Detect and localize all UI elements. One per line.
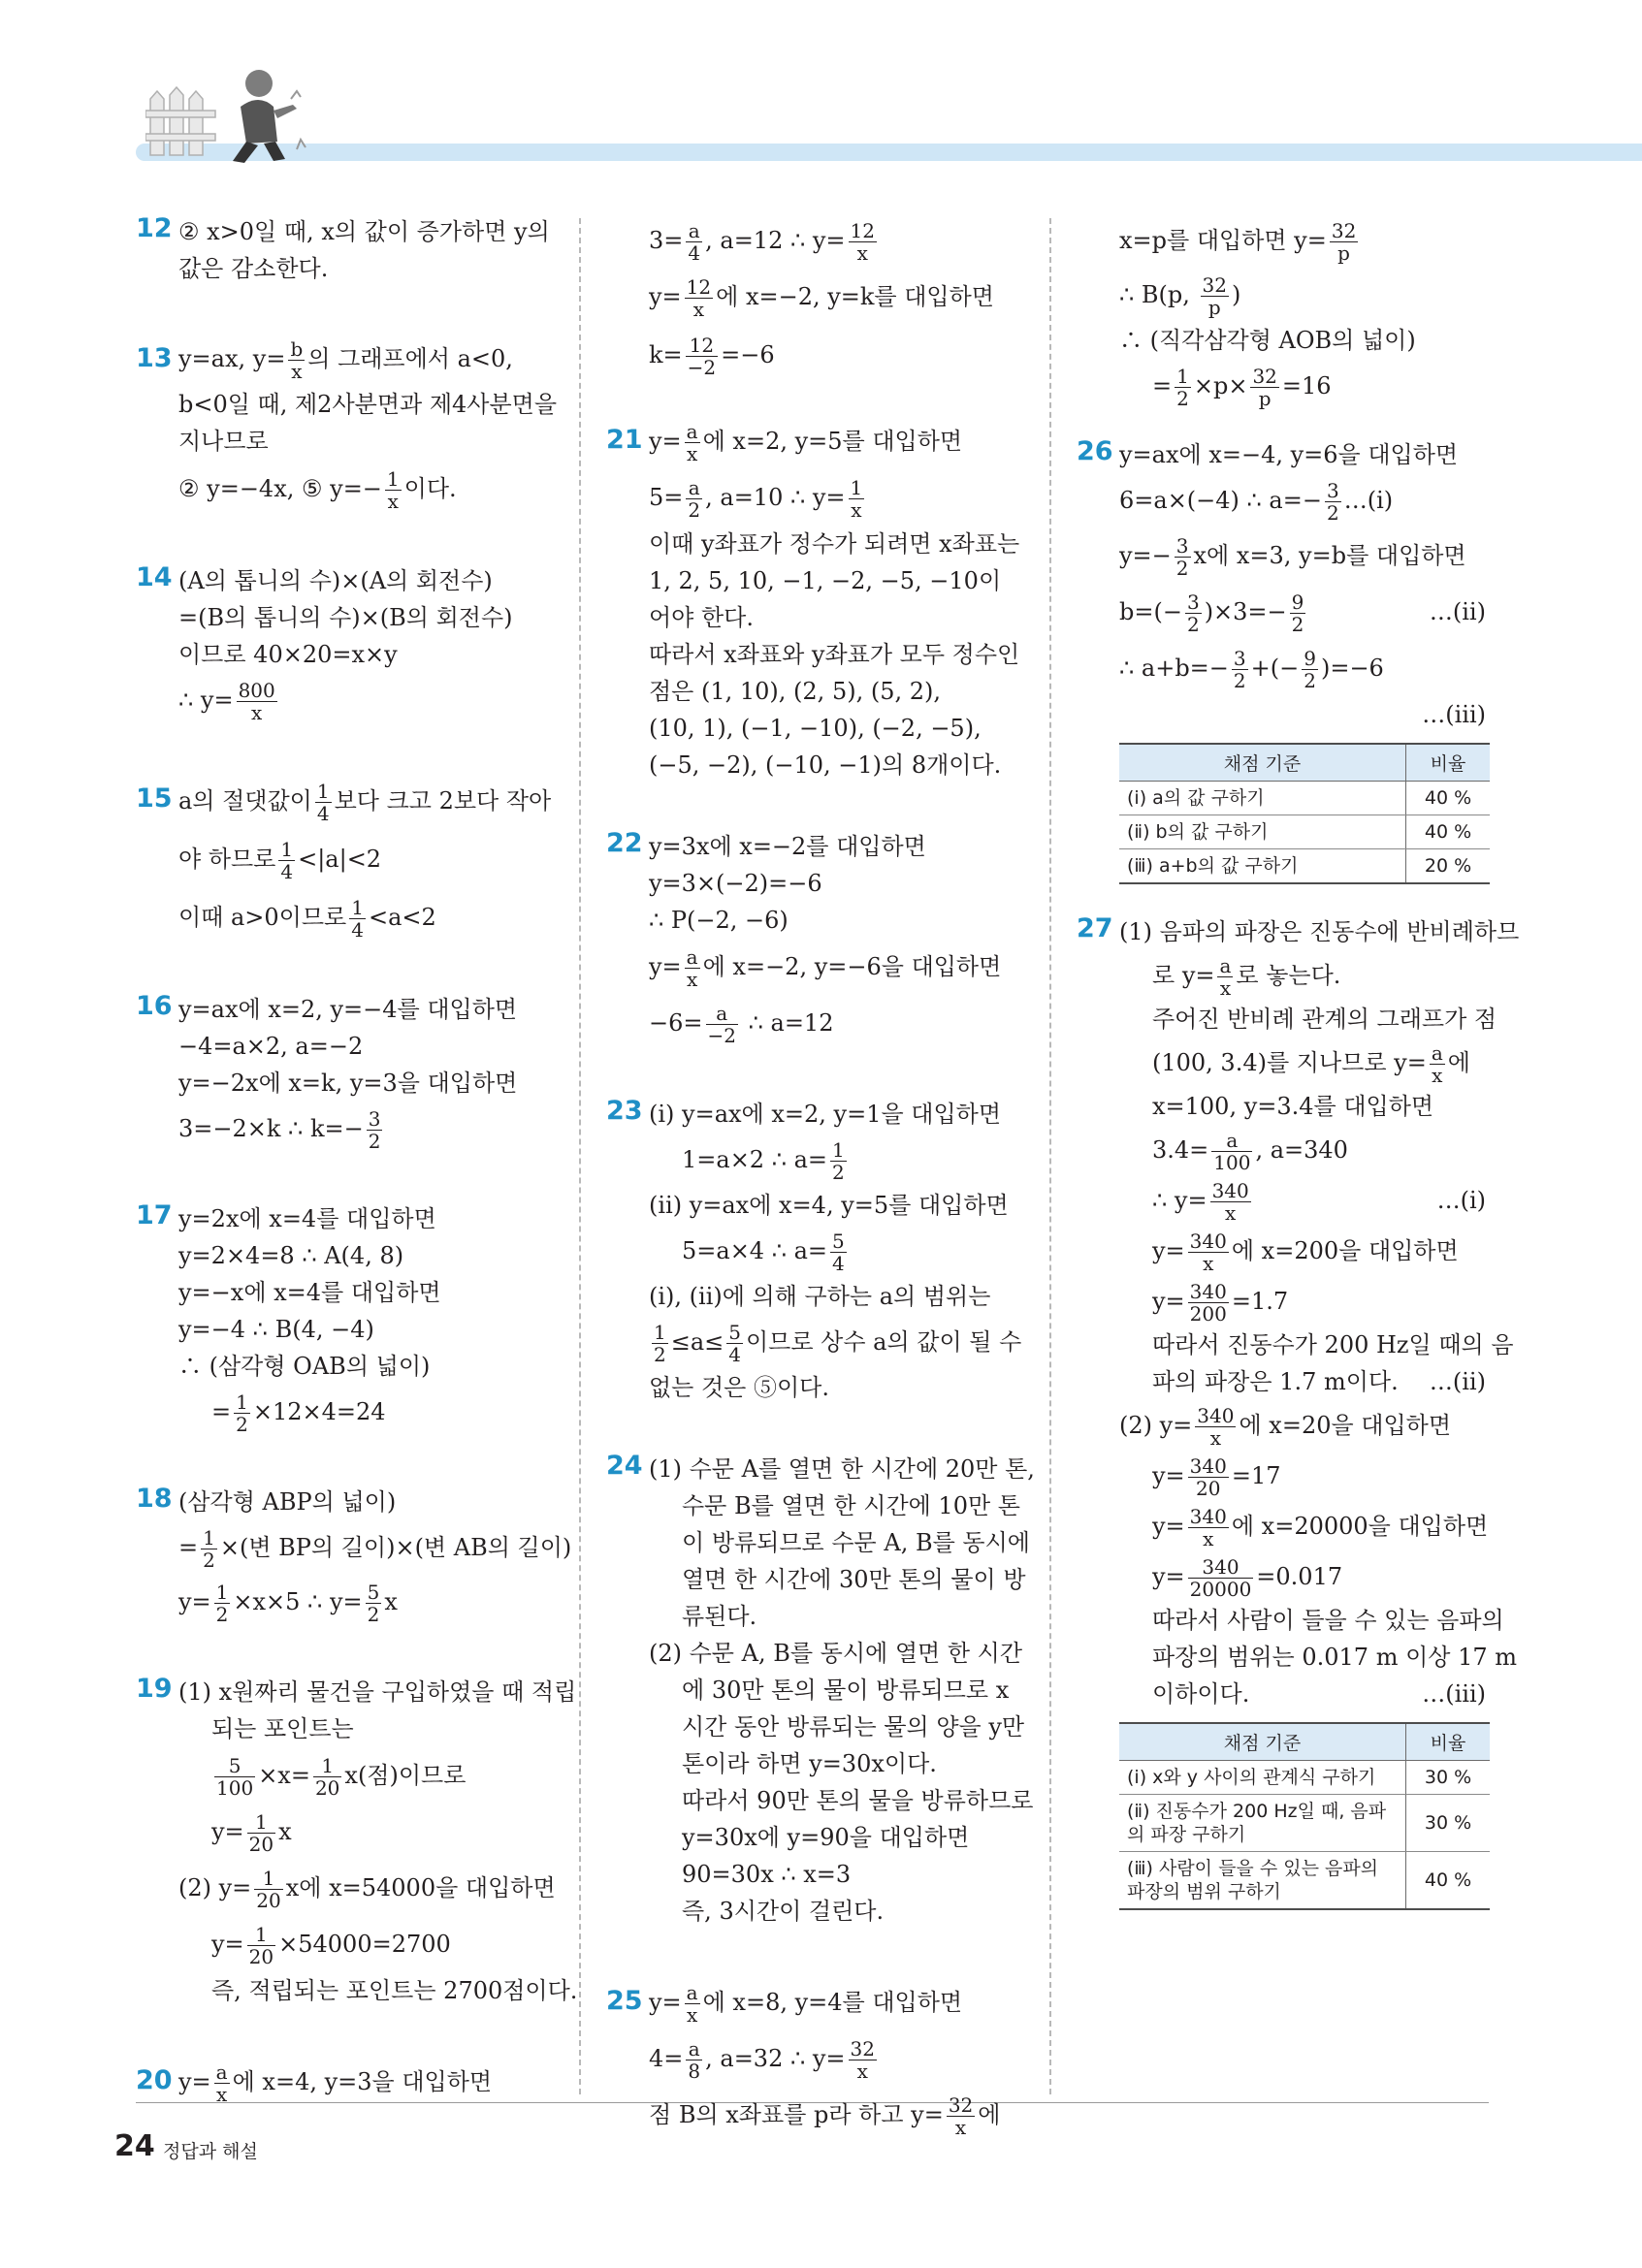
text: b=(−: [1119, 598, 1182, 625]
fraction: $\frac{a}{2}$: [688, 476, 701, 522]
text: x에 x=54000을 대입하면: [285, 1874, 556, 1901]
text: =: [211, 1398, 232, 1425]
solution-line: (1) 수문 A를 열면 한 시간에 20만 톤,: [649, 1455, 1035, 1483]
text: =: [1152, 372, 1173, 399]
text: 보다 크고 2보다 작아: [334, 787, 552, 815]
table-row: (ⅱ) b의 값 구하기 40 %: [1119, 815, 1490, 849]
fraction: $\frac{32}{p}$: [1331, 219, 1357, 265]
fraction: $\frac{12}{-2}$: [687, 334, 717, 379]
fraction: $\frac{1}{2}$: [654, 1321, 666, 1366]
fraction: $\frac{32}{p}$: [1202, 273, 1227, 319]
text: 3=: [649, 227, 684, 254]
fraction: $\frac{1}{2}$: [236, 1390, 248, 1436]
fraction: $\frac{800}{x}$: [238, 679, 275, 724]
text: 4=: [649, 2045, 684, 2072]
text: −6=: [649, 1009, 703, 1037]
text: y=: [649, 1989, 682, 2016]
fraction: $\frac{b}{x}$: [290, 337, 304, 383]
fraction: $\frac{340}{x}$: [1189, 1505, 1227, 1550]
text: 6=a×(−4) ∴ a=−: [1119, 487, 1322, 514]
solution-line: y=2x에 x=4를 대입하면: [178, 1205, 436, 1232]
fraction: $\frac{a}{-2}$: [707, 1002, 736, 1047]
fraction: $\frac{32}{x}$: [850, 2037, 875, 2083]
text: 에 x=−2, y=−6을 대입하면: [702, 953, 1002, 980]
fraction: $\frac{5}{2}$: [367, 1581, 380, 1626]
table-row: (ⅲ) a+b의 값 구하기 20 %: [1119, 849, 1490, 884]
fraction: $\frac{1}{20}$: [248, 1923, 274, 1968]
problem-18: [136, 1484, 572, 1629]
text: +(−: [1250, 655, 1300, 682]
text: ×(변 BP의 길이)×(변 AB의 길이): [219, 1534, 572, 1561]
problem-25-continued: [1077, 213, 1494, 413]
fraction: $\frac{12}{x}$: [686, 275, 712, 321]
solution-line: 파장의 범위는 0.017 m 이상 17 m: [1152, 1644, 1518, 1671]
table-header: 채점 기준: [1119, 744, 1406, 782]
problem-number: 15: [136, 783, 173, 814]
solution-line: (ⅰ), (ⅱ)에 의해 구하는 a의 범위는: [649, 1283, 991, 1310]
solution-line: 즉, 적립되는 포인트는 2700점이다.: [211, 1977, 578, 2004]
text: k=: [649, 341, 683, 368]
solution-line: 이 방류되므로 수문 A, B를 동시에: [682, 1529, 1030, 1556]
problem-16: [136, 991, 553, 1156]
text: ∴ a+b=−: [1119, 655, 1229, 682]
table-row: (ⅰ) a의 값 구하기 40 %: [1119, 782, 1490, 815]
text: x=p를 대입하면 y=: [1119, 227, 1327, 254]
solution-line: 따라서 x좌표와 y좌표가 모두 정수인: [649, 641, 1020, 668]
text: y=: [649, 953, 682, 980]
solution-line: −4=a×2, a=−2: [178, 1033, 364, 1060]
fraction: $\frac{1}{2}$: [832, 1138, 845, 1184]
text: 이하이다.: [1152, 1680, 1250, 1708]
solution-line: (10, 1), (−1, −10), (−2, −5),: [649, 715, 982, 742]
fraction: $\frac{1}{2}$: [1176, 365, 1189, 410]
fraction: $\frac{a}{x}$: [215, 2060, 228, 2106]
problem-12: [136, 213, 553, 287]
text: y=: [1152, 1237, 1185, 1264]
solution-line: 에 30만 톤의 물이 방류되므로 x: [682, 1677, 1010, 1704]
solution-line: ∴ P(−2, −6): [649, 907, 789, 934]
text: y=: [211, 1818, 244, 1845]
fraction: $\frac{340}{20000}$: [1189, 1555, 1252, 1601]
solution-line: 수문 B를 열면 한 시간에 10만 톤: [682, 1492, 1020, 1519]
text: 점 B의 x좌표를 p라 하고 y=: [649, 2101, 944, 2128]
fraction: $\frac{1}{x}$: [386, 467, 400, 513]
text: 에: [978, 2101, 1001, 2128]
text: ∴ y=: [178, 687, 234, 714]
text: a의 절댓값이: [178, 787, 312, 815]
text: x(점)이므로: [344, 1762, 467, 1789]
text: =0.017: [1256, 1563, 1343, 1590]
problem-27: [1077, 913, 1520, 1910]
fraction: $\frac{5}{4}$: [728, 1321, 741, 1366]
fraction: $\frac{12}{x}$: [850, 219, 875, 265]
text: ×x×5 ∴ y=: [233, 1588, 363, 1615]
column-divider: [1049, 218, 1051, 2094]
table-header: 비율: [1406, 1723, 1491, 1761]
fraction: $\frac{1}{4}$: [316, 780, 330, 825]
problem-number: 19: [136, 1674, 173, 1704]
solution-line: 즉, 3시간이 걸린다.: [682, 1898, 885, 1925]
text: <|a|<2: [298, 846, 382, 873]
text: 5=a×4 ∴ a=: [682, 1237, 828, 1264]
text: 1=a×2 ∴ a=: [682, 1146, 828, 1173]
text: 야 하므로: [178, 846, 276, 873]
text: …(ⅱ): [1429, 1368, 1486, 1395]
text: x: [278, 1818, 292, 1845]
problem-20: [136, 2054, 553, 2110]
fraction: $\frac{a}{x}$: [686, 420, 698, 465]
gardener-illustration-icon: [145, 60, 310, 167]
fraction: $\frac{340}{x}$: [1189, 1230, 1227, 1275]
text: 로 놓는다.: [1236, 962, 1341, 989]
solution-line: 류된다.: [682, 1603, 757, 1630]
solution-line: (1) x원짜리 물건을 구입하였을 때 적립: [178, 1678, 577, 1706]
problem-22: [606, 828, 1023, 1051]
solution-line: (1) 음파의 파장은 진동수에 반비례하므: [1119, 918, 1520, 945]
fraction: $\frac{3}{2}$: [1175, 534, 1189, 580]
solution-line: 되는 포인트는: [211, 1715, 354, 1742]
solution-line: y=3x에 x=−2를 대입하면: [649, 833, 926, 860]
text: y=: [1152, 1513, 1185, 1540]
text: 3.4=: [1152, 1136, 1209, 1164]
problem-25: [606, 1974, 1023, 2143]
text: y=−: [1119, 542, 1172, 569]
solution-line: 따라서 90만 톤의 물을 방류하므로: [682, 1787, 1034, 1814]
problem-20-continued: [606, 213, 1023, 384]
solution-line: y=30x에 y=90을 대입하면: [682, 1824, 970, 1851]
solution-line: 열면 한 시간에 30만 톤의 물이 방: [682, 1566, 1026, 1593]
fraction: $\frac{340}{x}$: [1211, 1179, 1249, 1225]
solution-line: (삼각형 ABP의 넓이): [178, 1488, 397, 1516]
problem-15: [136, 772, 553, 946]
problem-14: [136, 562, 553, 727]
problem-number: 23: [606, 1096, 643, 1126]
solution-line: 값은 감소한다.: [178, 255, 329, 282]
fraction: $\frac{1}{20}$: [314, 1754, 340, 1800]
solution-line: 90=30x ∴ x=3: [682, 1861, 852, 1888]
text: , a=340: [1255, 1136, 1348, 1164]
fraction: $\frac{5}{4}$: [832, 1230, 845, 1275]
text: =17: [1231, 1462, 1281, 1489]
text: y=: [649, 428, 682, 455]
solution-line: y=ax에 x=−4, y=6을 대입하면: [1119, 441, 1459, 468]
solution-line: 어야 한다.: [649, 604, 754, 631]
column-3: [1077, 213, 1520, 1955]
problem-number: 27: [1077, 913, 1113, 943]
text: ×x=: [258, 1762, 310, 1789]
text: , a=12 ∴ y=: [705, 227, 846, 254]
text: ≤a≤: [670, 1328, 724, 1356]
problem-number: 17: [136, 1200, 173, 1230]
problem-number: 13: [136, 343, 173, 373]
table-header: 비율: [1406, 744, 1491, 782]
text: ×54000=2700: [278, 1931, 451, 1958]
header-band: [136, 144, 1642, 161]
fraction: $\frac{340}{200}$: [1189, 1280, 1227, 1326]
text: 에 x=2, y=5를 대입하면: [702, 428, 963, 455]
fraction: $\frac{32}{x}$: [948, 2093, 974, 2139]
fraction: $\frac{3}{2}$: [1186, 591, 1200, 636]
solution-line: 따라서 사람이 들을 수 있는 음파의: [1152, 1607, 1504, 1634]
text: x: [384, 1588, 398, 1615]
fraction: $\frac{3}{2}$: [1233, 647, 1246, 692]
solution-line: 이므로 40×20=x×y: [178, 641, 398, 668]
fraction: $\frac{32}{p}$: [1252, 365, 1277, 410]
fraction: $\frac{a}{x}$: [686, 1981, 698, 2027]
page-number: 24: [114, 2129, 155, 2163]
text: y=ax, y=: [178, 345, 286, 372]
problem-21: [606, 413, 1023, 783]
text: )=−6: [1320, 655, 1384, 682]
problem-19: [136, 1674, 578, 2009]
text: y=: [211, 1931, 244, 1958]
text: ×12×4=24: [252, 1398, 386, 1425]
problem-number: 21: [606, 425, 643, 455]
solution-line: 지나므로: [178, 428, 269, 455]
text: y=: [649, 283, 682, 310]
column-divider: [579, 218, 581, 2094]
solution-line: y=−4 ∴ B(4, −4): [178, 1316, 374, 1343]
problem-number: 12: [136, 213, 173, 243]
text: y=: [1152, 1288, 1185, 1315]
text: =1.7: [1231, 1288, 1289, 1315]
solution-line: y=−2x에 x=k, y=3을 대입하면: [178, 1070, 518, 1097]
solution-line: (A의 톱니의 수)×(A의 회전수): [178, 567, 493, 594]
solution-line: (ⅰ) y=ax에 x=2, y=1을 대입하면: [649, 1101, 1002, 1128]
fraction: $\frac{9}{2}$: [1304, 647, 1316, 692]
problem-13: [136, 332, 558, 518]
solution-line: =(B의 톱니의 수)×(B의 회전수): [178, 604, 513, 631]
problem-number: 16: [136, 991, 173, 1021]
solution-line: ∴ (삼각형 OAB의 넓이): [178, 1353, 431, 1380]
text: , a=32 ∴ y=: [705, 2045, 846, 2072]
text: ×p×: [1193, 372, 1248, 399]
problem-24: [606, 1451, 1035, 1930]
text: 에 x=200을 대입하면: [1231, 1237, 1459, 1264]
solution-line: x=100, y=3.4를 대입하면: [1152, 1093, 1434, 1120]
fraction: $\frac{a}{x}$: [1219, 954, 1232, 1000]
scoring-table: [1119, 1722, 1490, 1910]
fraction: $\frac{3}{2}$: [368, 1107, 381, 1153]
solution-line: y=ax에 x=2, y=−4를 대입하면: [178, 996, 518, 1023]
solution-line: 주어진 반비례 관계의 그래프가 점: [1152, 1006, 1497, 1033]
fraction: $\frac{1}{20}$: [248, 1810, 274, 1856]
solution-line: ② x>0일 때, x의 값이 증가하면 y의: [178, 218, 550, 245]
text: y=: [178, 1588, 211, 1615]
table-header: 채점 기준: [1119, 1723, 1406, 1761]
fraction: $\frac{a}{8}$: [688, 2037, 701, 2083]
problem-17: [136, 1200, 553, 1439]
text: …(ⅰ): [1436, 1187, 1486, 1214]
fraction: $\frac{1}{4}$: [280, 838, 294, 883]
text: 에: [1447, 1049, 1470, 1076]
solution-line: 점은 (1, 10), (2, 5), (5, 2),: [649, 678, 941, 705]
solution-line: (−5, −2), (−10, −1)의 8개이다.: [649, 751, 1002, 779]
text: 파의 파장은 1.7 m이다.: [1152, 1368, 1399, 1395]
problem-number: 14: [136, 562, 173, 592]
text: 에 x=20을 대입하면: [1239, 1412, 1452, 1439]
table-row: (ⅰ) x와 y 사이의 관계식 구하기 30 %: [1119, 1761, 1490, 1795]
fraction: $\frac{a}{x}$: [1431, 1041, 1443, 1087]
problem-number: 26: [1077, 436, 1113, 466]
text: y=: [178, 2068, 211, 2095]
text: y=: [1152, 1462, 1185, 1489]
fraction: $\frac{1}{2}$: [215, 1581, 229, 1626]
text: ∴ B(p,: [1119, 281, 1198, 308]
fraction: $\frac{1}{2}$: [203, 1526, 215, 1572]
text: …(ⅱ): [1429, 598, 1486, 625]
text: 5=: [649, 484, 684, 511]
text: 에 x=8, y=4를 대입하면: [702, 1989, 963, 2016]
text: =−6: [721, 341, 775, 368]
text: 로 y=: [1152, 962, 1215, 989]
fraction: $\frac{340}{20}$: [1189, 1454, 1227, 1500]
fraction: $\frac{a}{x}$: [686, 945, 698, 991]
table-row: (ⅲ) 사람이 들을 수 있는 음파의 파장의 범위 구하기 40 %: [1119, 1852, 1490, 1910]
table-row: (ⅱ) 진동수가 200 Hz일 때, 음파의 파장 구하기 30 %: [1119, 1795, 1490, 1852]
text: 에 x=20000을 대입하면: [1231, 1513, 1489, 1540]
problem-number: 25: [606, 1986, 643, 2016]
text: ∴ y=: [1152, 1187, 1207, 1214]
solution-line: b<0일 때, 제2사분면과 제4사분면을: [178, 391, 558, 418]
footer-label: 정답과 해설: [163, 2141, 258, 2162]
problem-number: 24: [606, 1451, 643, 1481]
problem-number: 20: [136, 2065, 173, 2095]
solution-line: 톤이라 하면 y=30x이다.: [682, 1750, 937, 1777]
problem-23: [606, 1096, 1023, 1406]
solution-line: 따라서 진동수가 200 Hz일 때의 음: [1152, 1331, 1514, 1358]
text: 이므로 상수 a의 값이 될 수: [746, 1328, 1022, 1356]
text: x에 x=3, y=b를 대입하면: [1193, 542, 1466, 569]
text: …(ⅰ): [1343, 487, 1394, 514]
solution-line: 1, 2, 5, 10, −1, −2, −5, −10이: [649, 567, 1002, 594]
solution-line: ∴ (직각삼각형 AOB의 넓이): [1119, 327, 1416, 354]
fraction: $\frac{1}{4}$: [351, 896, 364, 942]
solution-line: 없는 것은 ⑤이다.: [649, 1374, 829, 1401]
text: 이다.: [403, 475, 457, 502]
text: , a=10 ∴ y=: [705, 484, 846, 511]
solution-line: y=2×4=8 ∴ A(4, 8): [178, 1242, 404, 1269]
problem-number: 18: [136, 1484, 173, 1514]
scoring-table: [1119, 743, 1490, 884]
solution-line: y=3×(−2)=−6: [649, 870, 822, 897]
problem-number: 22: [606, 828, 643, 858]
solution-line: (2) 수문 A, B를 동시에 열면 한 시간: [649, 1640, 1023, 1667]
text: ② y=−4x, ⑤ y=−: [178, 475, 382, 502]
solution-line: 시간 동안 방류되는 물의 양을 y만: [682, 1713, 1025, 1741]
text: (2) y=: [1119, 1412, 1193, 1439]
solution-line: (ⅱ) y=ax에 x=4, y=5를 대입하면: [649, 1192, 1009, 1219]
column-1: [136, 213, 578, 2155]
text: …(ⅲ): [1422, 1680, 1486, 1708]
text: =: [178, 1534, 199, 1561]
text: (100, 3.4)를 지나므로 y=: [1152, 1049, 1427, 1076]
text: y=: [1152, 1563, 1185, 1590]
fraction: $\frac{1}{20}$: [256, 1867, 281, 1912]
column-2: [606, 213, 1035, 2188]
solution-line: y=−x에 x=4를 대입하면: [178, 1279, 441, 1306]
text: (2) y=: [178, 1874, 252, 1901]
solution-line: …(ⅲ): [1422, 701, 1486, 728]
fraction: $\frac{a}{4}$: [688, 219, 701, 265]
problem-26: [1077, 436, 1494, 884]
text: 에 x=−2, y=k를 대입하면: [716, 283, 994, 310]
fraction: $\frac{a}{100}$: [1213, 1129, 1251, 1174]
solution-line: 이때 y좌표가 정수가 되려면 x좌표는: [649, 530, 1020, 558]
text: )×3=−: [1204, 598, 1287, 625]
text: ): [1231, 281, 1241, 308]
text: 3=−2×k ∴ k=−: [178, 1115, 364, 1142]
fraction: $\frac{9}{2}$: [1291, 591, 1304, 636]
fraction: $\frac{5}{100}$: [216, 1754, 254, 1800]
text: <a<2: [368, 904, 436, 931]
text: 에 x=4, y=3을 대입하면: [232, 2068, 493, 2095]
fraction: $\frac{340}{x}$: [1197, 1404, 1235, 1450]
text: 의 그래프에서 a<0,: [307, 345, 513, 372]
text: =16: [1281, 372, 1332, 399]
text: ∴ a=12: [740, 1009, 834, 1037]
fraction: $\frac{1}{x}$: [850, 476, 863, 522]
fraction: $\frac{3}{2}$: [1326, 479, 1339, 525]
text: 이때 a>0이므로: [178, 904, 347, 931]
